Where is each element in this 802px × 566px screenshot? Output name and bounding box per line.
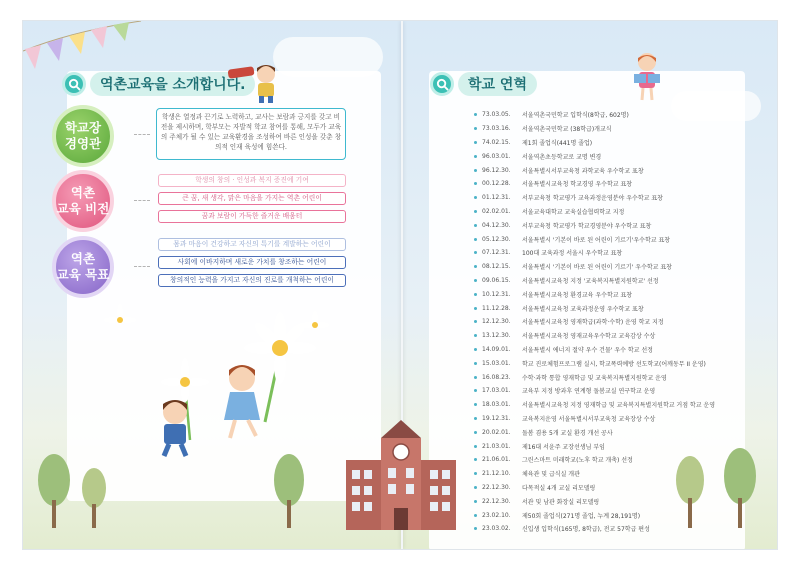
- history-date: 23.02.10.: [482, 511, 511, 519]
- history-row: [474, 177, 714, 191]
- telescope-kid-illustration: [226, 58, 282, 104]
- history-date: 21.03.01.: [482, 442, 511, 450]
- history-description: 서부교육청 학교평가 교육과정운영분야 우수학교 표창: [522, 195, 663, 203]
- history-date: 20.02.01.: [482, 428, 511, 436]
- history-description: 서울역촌초등학교로 교명 변경: [522, 153, 602, 161]
- history-description: 서울특별시교육청 영재교육우수학교 교육감상 수상: [522, 333, 656, 341]
- history-row: [474, 122, 714, 136]
- bullet-dot-icon: [474, 265, 477, 268]
- history-row: [474, 163, 714, 177]
- kids-flying-illustration: [90, 300, 340, 460]
- history-row: [474, 315, 714, 329]
- history-row: [474, 246, 714, 260]
- history-description: 서울특별시교육청 영재학급(과학·수학) 운영 학교 지정: [522, 319, 664, 327]
- history-date: 21.06.01.: [482, 456, 511, 464]
- history-description: 신입생 입학식(165명, 8학급), 전교 57학급 편성: [522, 526, 650, 534]
- badge-education-vision: 역촌 교육 비전: [52, 170, 114, 232]
- bullet-dot-icon: [474, 348, 477, 351]
- history-row: [474, 287, 714, 301]
- vision-item: 큰 꿈, 새 생각, 맑은 마음을 가지는 역촌 어린이: [158, 192, 346, 205]
- history-date: 01.12.31.: [482, 194, 511, 202]
- history-description: 서울특별시교육청 환경교육 우수학교 표창: [522, 291, 633, 299]
- right-section-title: [430, 72, 537, 96]
- bullet-dot-icon: [474, 307, 477, 310]
- history-date: 14.09.01.: [482, 345, 511, 353]
- history-row: [474, 218, 714, 232]
- bullet-dot-icon: [474, 293, 477, 296]
- history-date: 09.06.15.: [482, 276, 511, 284]
- history-date: 05.12.30.: [482, 235, 511, 243]
- history-row: [474, 398, 714, 412]
- history-row: [474, 260, 714, 274]
- history-description: 수학·과학 통합 영재학급 및 교육복지특별지원학교 운영: [522, 374, 667, 382]
- bullet-dot-icon: [474, 127, 477, 130]
- history-date: 13.12.30.: [482, 332, 511, 340]
- bullet-dot-icon: [474, 169, 477, 172]
- history-date: 74.02.15.: [482, 138, 511, 146]
- bullet-dot-icon: [474, 431, 477, 434]
- vision-item: 학생의 창의 · 인성과 복지 증진에 기여: [158, 174, 346, 187]
- history-description: 서울특별시교육청 교육과정운영 우수학교 표창: [522, 305, 644, 313]
- history-description: 제16대 서윤주 교장선생님 부임: [522, 443, 605, 451]
- history-date: 12.12.30.: [482, 318, 511, 326]
- vision-item: 꿈과 보람이 가득한 즐거운 배움터: [158, 210, 346, 223]
- bullet-dot-icon: [474, 389, 477, 392]
- history-date: 73.03.05.: [482, 111, 511, 119]
- history-date: 18.03.01.: [482, 401, 511, 409]
- bullet-dot-icon: [474, 334, 477, 337]
- history-row: [474, 232, 714, 246]
- history-row: [474, 356, 714, 370]
- history-row: [474, 149, 714, 163]
- history-description: 서울특별시교육청 지정 '교육복지특별지원학교' 선정: [522, 277, 659, 285]
- bullet-dot-icon: [474, 113, 477, 116]
- management-philosophy-box: 학생은 열정과 끈기로 노력하고, 교사는 보람과 긍지를 갖고 비전을 제시하며, 학부모는 자발적 학교 참여를 통해, 모두가 교육의 주체가 될 수 있는 교육환경을 조성하여 바른 인성을 갖춘 창의적 인재 육성에 힘쓴다.: [156, 108, 346, 160]
- history-date: 23.03.02.: [482, 525, 511, 533]
- history-date: 00.12.28.: [482, 180, 511, 188]
- history-date: 22.12.30.: [482, 483, 511, 491]
- history-description: 서울특별시서부교육청 과학교육 우수학교 표창: [522, 167, 644, 175]
- badge-principal-philosophy: 학교장 경영관: [52, 105, 114, 167]
- history-row: [474, 343, 714, 357]
- bullet-dot-icon: [474, 196, 477, 199]
- connector-line: [134, 200, 150, 201]
- history-description: 교육복지운영 서울특별시서부교육청 교육장상 수상: [522, 415, 656, 423]
- history-description: 서부교육청 학교평가 학교경영분야 우수학교 표창: [522, 222, 652, 230]
- history-date: 96.12.30.: [482, 166, 511, 174]
- history-description: 100대 교육과정 서울시 우수학교 표창: [522, 250, 623, 258]
- bullet-dot-icon: [474, 279, 477, 282]
- history-description: 서울역촌국민학교 (38학급)개교식: [522, 126, 612, 134]
- history-row: [474, 191, 714, 205]
- history-description: 서울특별시교육청 학교경영 우수학교 표창: [522, 181, 633, 189]
- history-row: [474, 412, 714, 426]
- bullet-dot-icon: [474, 155, 477, 158]
- history-date: 96.03.01.: [482, 152, 511, 160]
- history-description: 교육부 지정 방과후 연계형 돌봄교실 연구학교 운영: [522, 388, 656, 396]
- history-description: 서울역촌국민학교 입학식(8학급, 602명): [522, 112, 629, 120]
- bullet-dot-icon: [474, 458, 477, 461]
- history-description: 서울특별시교육청 지정 영재학급 및 교육복지특별지원학교 거점 학교 운영: [522, 402, 716, 410]
- bullet-dot-icon: [474, 224, 477, 227]
- trees-illustration: [24, 440, 314, 530]
- history-row: [474, 329, 714, 343]
- history-date: 07.12.31.: [482, 249, 511, 257]
- bullet-dot-icon: [474, 403, 477, 406]
- bullet-dot-icon: [474, 238, 477, 241]
- history-row: [474, 274, 714, 288]
- bullet-dot-icon: [474, 527, 477, 530]
- history-description: 서울교육대학교 교육실습협력학교 지정: [522, 208, 625, 216]
- history-row: [474, 370, 714, 384]
- bullet-dot-icon: [474, 210, 477, 213]
- badge-education-goals: 역촌 교육 목표: [52, 236, 114, 298]
- history-description: 제50회 졸업식(271명 졸업, 누계 28,191명): [522, 512, 641, 520]
- history-date: 19.12.31.: [482, 414, 511, 422]
- history-row: [474, 425, 714, 439]
- history-date: 11.12.28.: [482, 304, 511, 312]
- history-description: 서관 및 남관 화장실 리모델링: [522, 498, 600, 506]
- connector-line: [134, 266, 150, 267]
- history-date: 15.03.01.: [482, 359, 511, 367]
- bullet-dot-icon: [474, 472, 477, 475]
- bullet-dot-icon: [474, 376, 477, 379]
- bullet-dot-icon: [474, 320, 477, 323]
- bullet-dot-icon: [474, 417, 477, 420]
- bullet-dot-icon: [474, 500, 477, 503]
- history-title: 학교 연혁: [458, 72, 537, 96]
- history-row: [474, 205, 714, 219]
- history-row: [474, 108, 714, 122]
- history-date: 16.08.23.: [482, 373, 511, 381]
- bullet-dot-icon: [474, 514, 477, 517]
- bullet-dot-icon: [474, 445, 477, 448]
- trees-illustration: [660, 440, 780, 530]
- school-building-illustration: [336, 420, 466, 530]
- history-description: 그린스마트 미래학교(노후 학교 개축) 선정: [522, 457, 633, 465]
- history-description: 체육관 및 급식실 개관: [522, 471, 580, 479]
- bullet-dot-icon: [474, 362, 477, 365]
- history-description: 학교 진로체험프로그램 실시, 학교폭력예방 선도학교(어깨동무 II 운영): [522, 360, 706, 368]
- history-description: 서울특별시 에너지 절약 우수 건물' 우수 학교 선정: [522, 346, 653, 354]
- history-row: [474, 136, 714, 150]
- bullet-dot-icon: [474, 182, 477, 185]
- history-description: 서울특별시 '기본이 바로 된 어린이 기르기' 우수학교 표창: [522, 264, 672, 272]
- history-description: 돌봄 겸용 5개 교실 환경 개선 공사: [522, 429, 613, 437]
- reading-girl-illustration: [630, 50, 664, 102]
- history-description: 서울특별시 '기본이 바로 된 어린이 기르기'우수학교 표창: [522, 236, 671, 244]
- history-date: 04.12.30.: [482, 221, 511, 229]
- goal-item: 사회에 이바지하며 새로운 가치를 창조하는 어린이: [158, 256, 346, 269]
- history-date: 02.02.01.: [482, 207, 511, 215]
- history-date: 17.03.01.: [482, 387, 511, 395]
- history-row: [474, 301, 714, 315]
- history-description: 다목적실 4개 교실 리모델링: [522, 484, 596, 492]
- history-description: 제1회 졸업식(441명 졸업): [522, 139, 593, 147]
- history-row: [474, 384, 714, 398]
- connector-line: [134, 134, 150, 135]
- history-date: 08.12.15.: [482, 263, 511, 271]
- bullet-dot-icon: [474, 486, 477, 489]
- history-date: 21.12.10.: [482, 470, 511, 478]
- bullet-dot-icon: [474, 141, 477, 144]
- magnifier-icon: [62, 72, 86, 96]
- history-date: 22.12.30.: [482, 497, 511, 505]
- page-title: 역촌교육을 소개합니다.: [90, 72, 255, 96]
- bullet-dot-icon: [474, 251, 477, 254]
- magnifier-icon: [430, 72, 454, 96]
- goal-item: 몸과 마음이 건강하고 자신의 특기를 계발하는 어린이: [158, 238, 346, 251]
- goal-item: 창의적인 능력을 가지고 자신의 진로를 개척하는 어린이: [158, 274, 346, 287]
- history-date: 10.12.31.: [482, 290, 511, 298]
- history-date: 73.03.16.: [482, 125, 511, 133]
